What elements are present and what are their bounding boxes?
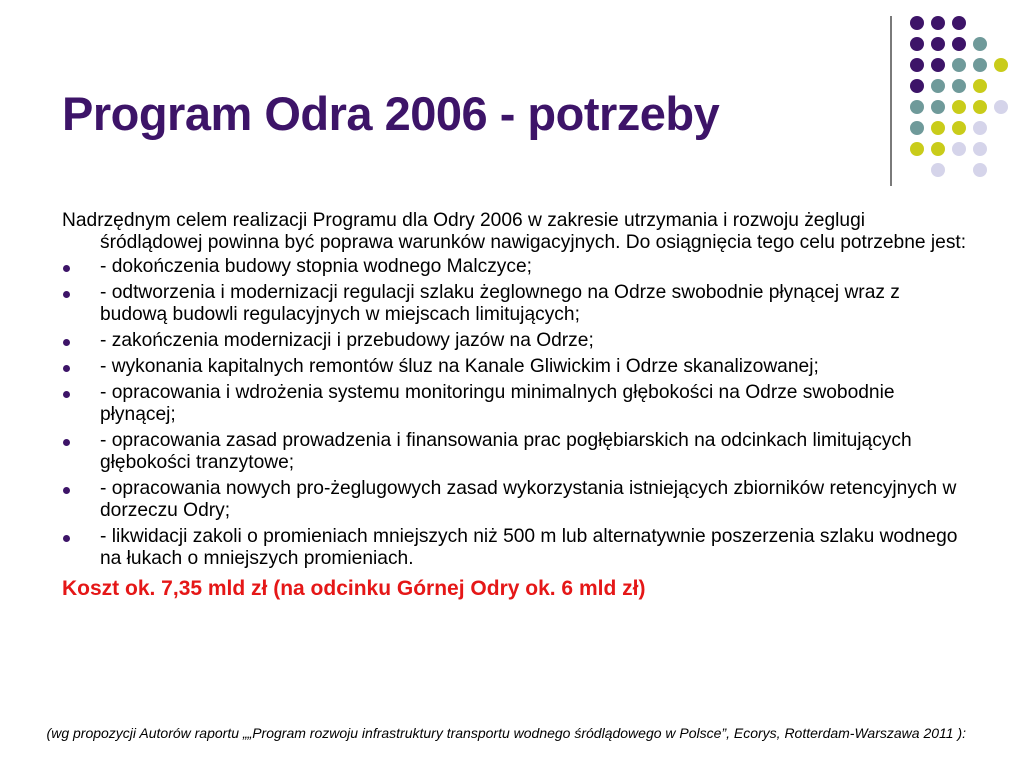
decorative-dot-icon — [973, 142, 987, 156]
list-item — [62, 526, 967, 570]
decorative-dot-icon — [931, 58, 945, 72]
decorative-dot-icon — [973, 100, 987, 114]
list-item-text: - wykonania kapitalnych remontów śluz na Kanale Gliwickim i Odrze skanalizowanej; — [100, 356, 819, 377]
list-item-text: - opracowania i wdrożenia systemu monitoringu minimalnych głębokości na Odrze swobodnie płynącej; — [100, 382, 895, 425]
title-divider-line — [890, 16, 892, 186]
decorative-dot-icon — [910, 16, 924, 30]
decorative-dot-icon — [910, 121, 924, 135]
list-item — [62, 330, 967, 352]
decorative-dot-icon — [931, 142, 945, 156]
list-item — [62, 430, 967, 474]
list-item-text: - zakończenia modernizacji i przebudowy jazów na Odrze; — [100, 330, 594, 351]
decorative-dot-icon — [910, 79, 924, 93]
decorative-dot-icon — [952, 58, 966, 72]
decorative-dot-icon — [910, 142, 924, 156]
slide-body — [62, 210, 967, 602]
cost-summary: Koszt ok. 7,35 mld zł (na odcinku Górnej Odry ok. 6 mld zł) — [62, 577, 646, 600]
decorative-dot-icon — [952, 37, 966, 51]
decorative-dot-icon — [931, 121, 945, 135]
decorative-dot-icon — [910, 58, 924, 72]
decorative-dot-icon — [973, 163, 987, 177]
decorative-dot-icon — [952, 121, 966, 135]
list-item-text: - dokończenia budowy stopnia wodnego Malczyce; — [100, 256, 532, 277]
source-citation: (wg propozycji Autorów raportu „„Program rozwoju infrastruktury transportu wodnego śródlądowego w Polsce”, Ecorys, Rotterdam-Warszawa 2011 ): — [46, 725, 966, 741]
decorative-dot-icon — [994, 100, 1008, 114]
decorative-dot-icon — [931, 16, 945, 30]
decorative-dot-icon — [952, 142, 966, 156]
decorative-dot-icon — [973, 37, 987, 51]
list-item-text: - opracowania nowych pro-żeglugowych zasad wykorzystania istniejących zbiorników retencyjnych w dorzeczu Odry; — [100, 478, 957, 521]
bullet-dot-icon — [63, 265, 70, 272]
decorative-dot-icon — [973, 79, 987, 93]
slide-title: Program Odra 2006 - potrzeby — [62, 87, 720, 140]
bullet-dot-icon — [63, 365, 70, 372]
decorative-dot-icon — [994, 58, 1008, 72]
decorative-dot-icon — [910, 100, 924, 114]
decorative-dot-icon — [931, 37, 945, 51]
intro-paragraph: Nadrzędnym celem realizacji Programu dla Odry 2006 w zakresie utrzymania i rozwoju żeglugi śródlądowej powinna być poprawa warunków nawigacyjnych. Do osiągnięcia tego celu potrzebne jest: — [62, 210, 967, 253]
decorative-dot-icon — [952, 16, 966, 30]
list-item — [62, 282, 967, 326]
bullet-dot-icon — [63, 291, 70, 298]
list-item — [62, 256, 967, 278]
decorative-dot-icon — [952, 79, 966, 93]
decorative-dot-icon — [910, 37, 924, 51]
decorative-dot-icon — [973, 121, 987, 135]
list-item — [62, 382, 967, 426]
bullet-dot-icon — [63, 535, 70, 542]
list-item — [62, 356, 967, 378]
list-item-text: - opracowania zasad prowadzenia i finansowania prac pogłębiarskich na odcinkach limitujących głębokości tranzytowe; — [100, 430, 912, 473]
decorative-dot-icon — [973, 58, 987, 72]
bullet-dot-icon — [63, 339, 70, 346]
decorative-dot-icon — [931, 163, 945, 177]
list-item — [62, 478, 967, 522]
bullet-dot-icon — [63, 487, 70, 494]
decorative-dot-icon — [952, 100, 966, 114]
decorative-dot-icon — [931, 79, 945, 93]
decorative-dot-icon — [931, 100, 945, 114]
requirements-list — [62, 256, 967, 570]
list-item-text: - likwidacji zakoli o promieniach mniejszych niż 500 m lub alternatywnie poszerzenia szlaku wodnego na łukach o mniejszych promieniach. — [100, 526, 958, 569]
bullet-dot-icon — [63, 391, 70, 398]
list-item-text: - odtworzenia i modernizacji regulacji szlaku żeglownego na Odrze swobodnie płynącej wraz z budową budowli regulacyjnych w miejscach limitujących; — [100, 282, 900, 325]
bullet-dot-icon — [63, 439, 70, 446]
